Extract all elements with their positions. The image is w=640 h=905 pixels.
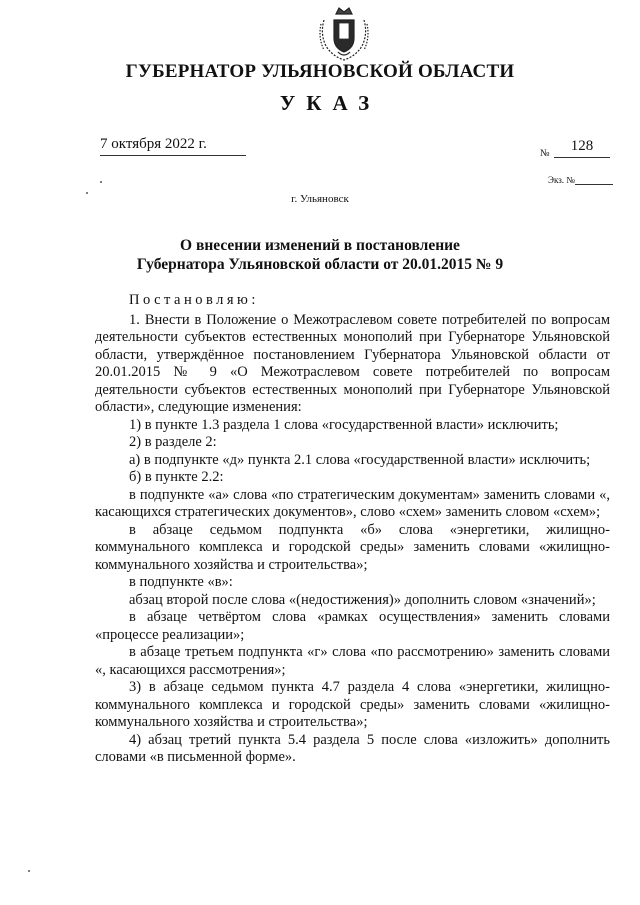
title-line-2: Губернатора Ульяновской области от 20.01.2015 № 9 (136, 256, 504, 273)
paragraph: в подпункте «в»: (129, 574, 233, 590)
paragraph: 1) в пункте 1.3 раздела 1 слова «государственной власти» исключить; (129, 416, 559, 433)
title-line-1: О внесении изменений в постановление (180, 237, 460, 254)
copy-number-blank (575, 175, 613, 185)
copy-number (548, 175, 613, 185)
document-number: 128 (554, 138, 610, 158)
paragraph: в абзаце четвёртом слова «рамках осуществления» заменить словами «процессе реализации»; (95, 609, 610, 643)
paragraph: б) в пункте 2.2: (129, 469, 224, 485)
number-label: № (540, 148, 550, 159)
paragraph: в абзаце третьем подпункта «г» слова «по рассмотрению» заменить словами «, касающихся рассмотрения»; (95, 644, 610, 678)
paragraph: а) в подпункте «д» пункта 2.1 слова «государственной власти» исключить; (129, 451, 591, 468)
scan-speck (86, 192, 88, 194)
paragraph: в подпункте «а» слова «по стратегическим документам» заменить словами «, касающихся стратегических документов», слово «схем» заменить словом «схем»; (95, 486, 610, 520)
coat-of-arms-icon (318, 6, 370, 62)
city: г. Ульяновск (291, 193, 349, 205)
paragraph: 2) в разделе 2: (129, 434, 217, 450)
scan-speck (28, 870, 30, 872)
document-date: 7 октября 2022 г. (100, 136, 246, 156)
document-title (0, 236, 640, 274)
decree-word: Постановляю: (129, 292, 259, 308)
document-body (95, 292, 610, 767)
paragraph: абзац второй после слова «(недостижения)» дополнить словом «значений»; (129, 591, 596, 608)
paragraph: в абзаце седьмом подпункта «б» слова «энергетики, жилищно-коммунального комплекса и городской среды» заменить словами «жилищно-коммунального хозяйства и строительства»; (95, 521, 610, 573)
paragraph: 1. Внести в Положение о Межотраслевом совете потребителей по вопросам деятельности субъектов естественных монополий при Губернаторе Ульяновской области, утверждённое постановлением Губернатора Ульяновской области от 20.01.2015 № 9 «О Межотраслевом совете потребителей по вопросам деятельности субъектов естественных монополий при Губернаторе Ульяновской области», следующие изменения: (95, 311, 610, 415)
paragraph: 4) абзац третий пункта 5.4 раздела 5 после слова «изложить» дополнить словами «в письменной форме». (95, 731, 610, 765)
document-type: УКАЗ (279, 91, 381, 115)
copy-number-label: Экз. № (548, 175, 575, 185)
scan-speck (100, 181, 102, 183)
organization-name: ГУБЕРНАТОР УЛЬЯНОВСКОЙ ОБЛАСТИ (125, 61, 515, 82)
paragraph: 3) в абзаце седьмом пункта 4.7 раздела 4 слова «энергетики, жилищно-коммунального комплекса и городской среды» заменить словами «жилищно-коммунального хозяйства и строительства»; (95, 679, 610, 730)
